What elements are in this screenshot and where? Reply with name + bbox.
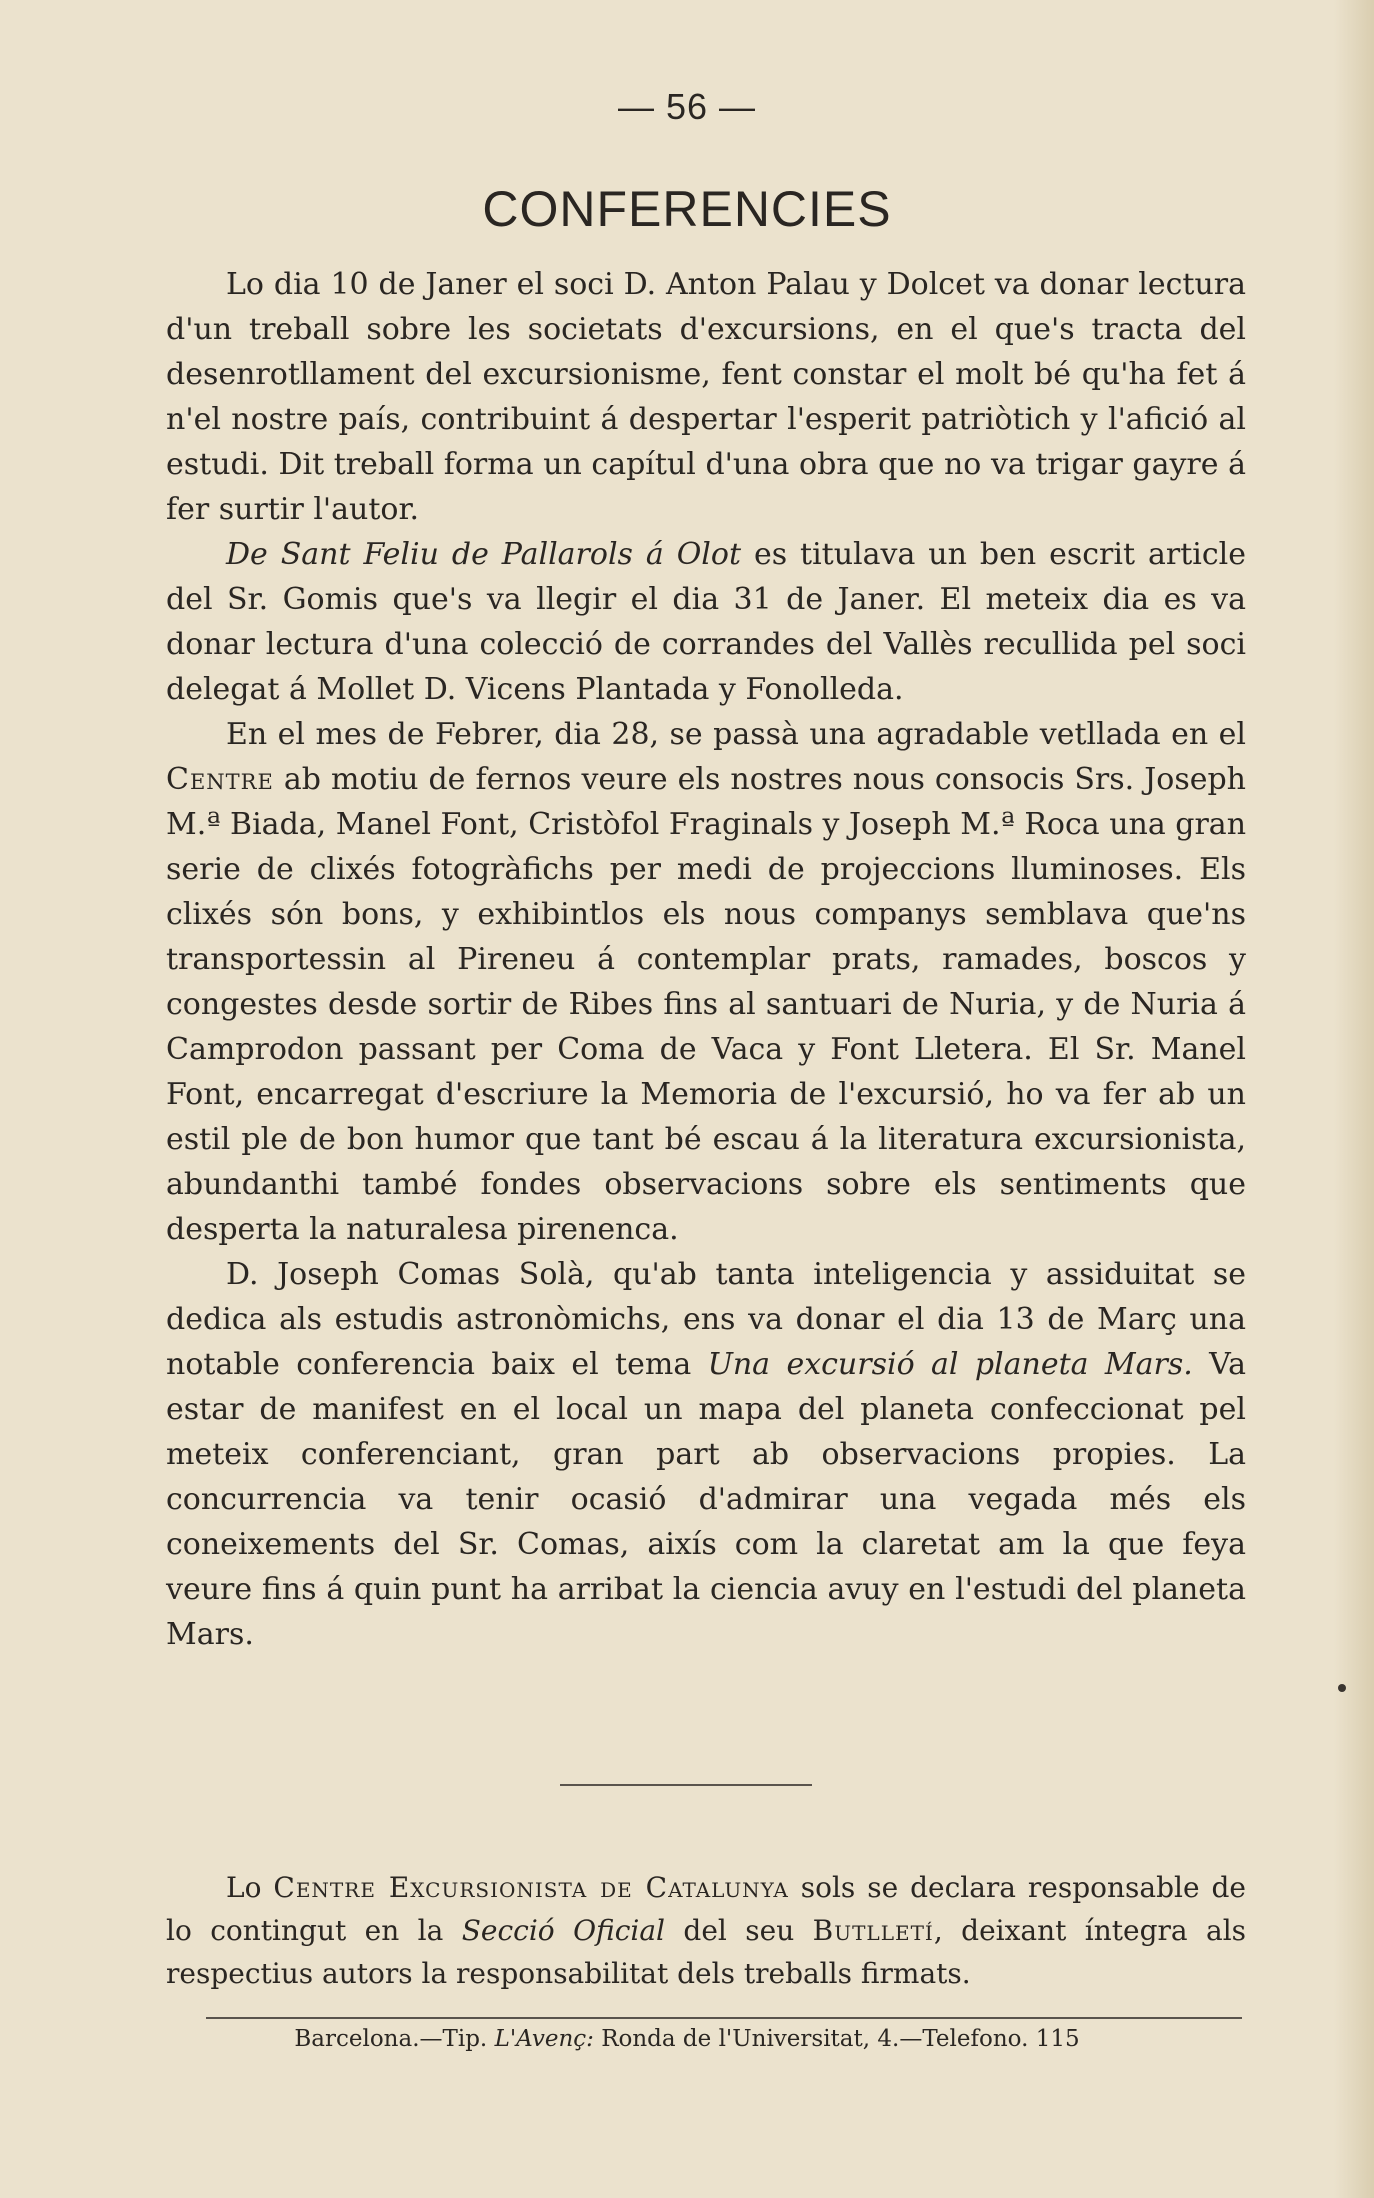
section-divider — [560, 1784, 812, 1786]
paragraph-3-text-b: ab motiu de fernos veure els nostres nous consocis Srs. Joseph M.ª Biada, Manel Font, Cristòfol Fraginals y Joseph M.ª Roca una gran serie de clixés fotogràfichs per medi de projeccions lluminoses. Els clixés són bons, y exhibintlos els nous companys semblava que'ns transportessin al Pireneu á contemplar prats, ramades, boscos y congestes desde sortir de Ribes fins al santuari de Nuria, y de Nuria á Camprodon passant per Coma de Vaca y Font Lletera. El Sr. Manel Font, encarregat d'escriure la Memoria de l'excursió, ho va fer ab un estil ple de bon humor que tant bé escau á la literatura excursionista, abundanthi també fondes observacions sobre els sentiments que desperta la naturalesa pirenenca. — [166, 762, 1247, 1247]
paragraph-2-text: es titulava un ben escrit article del Sr. Gomis que's va llegir el dia 31 de Janer. El meteix dia es va donar lectura d'una colecció de corrandes del Vallès recullida pel soci delegat á Mollet D. Vicens Plantada y Fonolleda. — [166, 537, 1246, 707]
margin-dot — [1338, 1684, 1346, 1692]
notice-mid-2: del seu — [665, 1914, 813, 1947]
article-body — [166, 262, 1246, 1657]
lecture-title-italic: Una excursió al planeta Mars. — [707, 1347, 1193, 1382]
footer-rule — [206, 2017, 1242, 2019]
printer-imprint — [0, 2026, 1374, 2052]
imprint-avenc: L'Avenç: — [494, 2026, 594, 2052]
paragraph-3-text-a: En el mes de Febrer, dia 28, se passà una agradable vetllada en el — [226, 717, 1246, 752]
imprint-after: Ronda de l'Universitat, 4.—Telefono. 115 — [593, 2026, 1080, 2052]
responsibility-notice — [166, 1866, 1246, 1995]
notice-mid-1: sols se declara responsable de lo contingut en la — [166, 1871, 1246, 1947]
notice-seccio: Secció Oficial — [461, 1914, 665, 1947]
page-number: — 56 — — [617, 86, 757, 127]
notice-centre-name: Centre Excursionista de Catalunya — [273, 1871, 789, 1904]
paragraph-2 — [166, 532, 1246, 712]
article-title-italic: De Sant Feliu de Pallarols á Olot — [226, 537, 742, 572]
page-title: CONFERENCIES — [482, 181, 892, 237]
notice-butlleti: Butlletí — [812, 1914, 934, 1947]
paragraph-4-text-b: Va estar de manifest en el local un mapa del planeta confeccionat pel meteix conferenciant, gran part ab observacions propies. La concurrencia va tenir ocasió d'admirar una vegada més els coneixements del Sr. Comas, aixís com la claretat am la que feya veure fins á quin punt ha arribat la ciencia avuy en l'estudi del planeta Mars. — [166, 1347, 1246, 1652]
paragraph-4 — [166, 1252, 1246, 1657]
notice-end: , deixant íntegra als respectius autors la responsabilitat dels treballs firmats. — [166, 1914, 1247, 1990]
imprint-before: Barcelona.—Tip. — [294, 2026, 495, 2052]
paragraph-4-text-a: D. Joseph Comas Solà, qu'ab tanta inteligencia y assiduitat se dedica als estudis astronòmichs, ens va donar el dia 13 de Març una notable conferencia baix el tema — [166, 1257, 1246, 1382]
page-edge-shadow — [1334, 0, 1374, 2198]
paragraph-3 — [166, 712, 1246, 1252]
paragraph-1: Lo dia 10 de Janer el soci D. Anton Palau y Dolcet va donar lectura d'un treball sobre les societats d'excursions, en el que's tracta del desenrotllament del excursionisme, fent constar el molt bé qu'ha fet á n'el nostre país, contribuint á despertar l'esperit patriòtich y l'afició al estudi. Dit treball forma un capítul d'una obra que no va trigar gayre á fer surtir l'autor. — [166, 267, 1246, 527]
notice-lo: Lo — [226, 1871, 274, 1904]
notice-text — [166, 1866, 1246, 1995]
centre-smallcaps: Centre — [166, 762, 274, 797]
